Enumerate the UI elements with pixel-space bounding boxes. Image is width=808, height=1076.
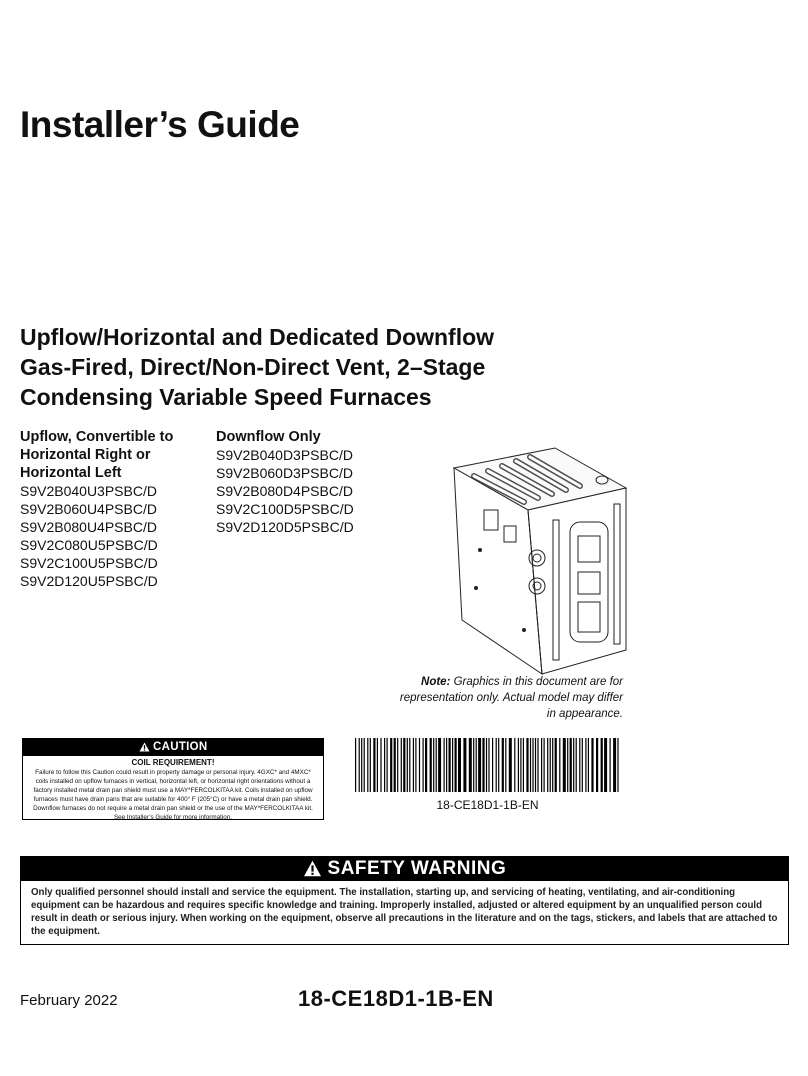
model-number: S9V2D120U5PSBC/D [20, 573, 158, 589]
barcode-bar [579, 738, 580, 792]
barcode-bar [582, 738, 583, 792]
barcode-bar [596, 738, 598, 792]
barcode-bar [355, 738, 356, 792]
barcode-bar [617, 738, 618, 792]
barcode-bar [498, 738, 499, 792]
model-number: S9V2B080U4PSBC/D [20, 519, 157, 535]
barcode-bar [436, 738, 437, 792]
barcode-bar [425, 738, 427, 792]
model-number: S9V2B060U4PSBC/D [20, 501, 157, 517]
barcode-bar [518, 738, 519, 792]
barcode-bar [535, 738, 536, 792]
safety-warning-body: Only qualified personnel should install and service the equipment. The installation, starting up, and servicing of heating, ventilating, and air-conditioning equipment can be hazardous and requires specific knowledge and training. Improperly installed, adjusted or altered equipment by an unqualified person could result in death or serious injury. When working on the equipment, observe all precautions in the literature and on the tags, stickers, and labels that are attached to the equipment. [31, 887, 778, 937]
barcode-bar [403, 738, 405, 792]
barcode-bar [559, 738, 560, 792]
page-title: Installer’s Guide [20, 104, 300, 145]
caution-subheading: COIL REQUIREMENT! [131, 758, 215, 767]
warning-triangle-icon [303, 860, 322, 877]
barcode-bar [476, 738, 477, 792]
model-number: S9V2C100U5PSBC/D [20, 555, 158, 571]
barcode-bar [384, 738, 385, 792]
barcode-bar [576, 738, 577, 792]
product-subtitle [20, 322, 720, 412]
barcode-bar [449, 738, 451, 792]
upflow-heading-line: Horizontal Left [20, 465, 122, 481]
barcode-bar [473, 738, 474, 792]
barcode-bar [482, 738, 484, 792]
barcode-bar [364, 738, 365, 792]
barcode-bar [452, 738, 453, 792]
barcode-bar [514, 738, 515, 792]
upflow-heading-line: Upflow, Convertible to [20, 429, 174, 445]
subtitle-line-2: Gas-Fired, Direct/Non-Direct Vent, 2–Stage [20, 354, 486, 380]
safety-warning-title: SAFETY WARNING [327, 858, 507, 879]
barcode-bar [361, 738, 362, 792]
barcode-bar [591, 738, 593, 792]
barcode-bar [523, 738, 524, 792]
barcode-bar [532, 738, 533, 792]
note-text: Graphics in this document are for representation only. Actual model may differ in appearance. [399, 676, 623, 720]
note-label: Note: [421, 676, 451, 688]
barcode-bar [415, 738, 416, 792]
downflow-model-list [216, 428, 406, 536]
barcode-bar [455, 738, 457, 792]
upflow-model-list [20, 428, 210, 590]
barcode-bar [370, 738, 371, 792]
barcode-bar [541, 738, 542, 792]
barcode-bar [544, 738, 545, 792]
publication-date: February 2022 [20, 992, 118, 1009]
barcode-bar [488, 738, 489, 792]
barcode-bar [601, 738, 603, 792]
model-number: S9V2B040D3PSBC/D [216, 447, 353, 463]
caution-header [23, 739, 323, 756]
barcode-bar [567, 738, 568, 792]
barcode-bar [537, 738, 538, 792]
barcode-bar [390, 738, 392, 792]
barcode-bar [520, 738, 521, 792]
furnace-illustration [440, 440, 640, 680]
document-number: 18-CE18D1-1B-EN [298, 986, 494, 1011]
downflow-heading: Downflow Only [216, 429, 321, 445]
subtitle-line-1: Upflow/Horizontal and Dedicated Downflow [20, 324, 495, 350]
barcode-bar [409, 738, 410, 792]
barcode-bar [552, 738, 553, 792]
barcode-bar [509, 738, 512, 792]
graphics-note [395, 674, 623, 722]
barcode-bar [373, 738, 375, 792]
upflow-heading-line: Horizontal Right or [20, 447, 151, 463]
caution-title: CAUTION [153, 741, 208, 753]
barcode-bar [380, 738, 381, 792]
model-number: S9V2B040U3PSBC/D [20, 483, 157, 499]
safety-warning-header [21, 857, 788, 881]
barcode-text: 18-CE18D1-1B-EN [436, 798, 539, 812]
barcode-bar [407, 738, 408, 792]
barcode-bar [585, 738, 586, 792]
barcode-bar [359, 738, 360, 792]
barcode-bar [588, 738, 589, 792]
warning-triangle-icon [139, 742, 150, 752]
barcode-bar [413, 738, 414, 792]
subtitle-line-3: Condensing Variable Speed Furnaces [20, 384, 432, 410]
barcode-bar [610, 738, 611, 792]
barcode-bar [613, 738, 616, 792]
barcode-bar [570, 738, 572, 792]
barcode-bar [563, 738, 566, 792]
barcode-bar [444, 738, 445, 792]
barcode-bar [550, 738, 551, 792]
barcode-bar [397, 738, 398, 792]
barcode-bar [478, 738, 481, 792]
barcode-bar [469, 738, 472, 792]
model-number: S9V2B060D3PSBC/D [216, 465, 353, 481]
barcode-bar [458, 738, 461, 792]
barcode-bar [496, 738, 497, 792]
barcode-bar [547, 738, 548, 792]
barcode-bar [555, 738, 557, 792]
caution-body: Failure to follow this Caution could result in property damage or personal injury. 4GXC* and 4MXC* coils installed on upflow furnaces in vertical, horizontal left, or horizontal right orientations without a factory installed metal drain pan shield must use a MAY*FERCOLKITAA kit. Coils installed on upflow furnaces must have drain pans that are suitable for 400° F (205°C) or have a metal drain pan shield. Downflow furnaces do not require a metal drain pan shield or the use of the MAY*FERCOLKITAA kit. See Installer’s Guide for more information. [33, 769, 313, 821]
barcode-bar [463, 738, 466, 792]
barcode-bar [502, 738, 504, 792]
model-number: S9V2B080D4PSBC/D [216, 483, 353, 499]
barcode-bar [492, 738, 493, 792]
barcode-bar [438, 738, 441, 792]
model-number: S9V2D120D5PSBC/D [216, 519, 354, 535]
barcode-bar [430, 738, 432, 792]
barcode-bar [604, 738, 607, 792]
barcode-bar [401, 738, 402, 792]
safety-warning-box [20, 856, 789, 945]
barcode-bar [486, 738, 487, 792]
barcode-bar [530, 738, 531, 792]
barcode-bar [423, 738, 424, 792]
barcode-bar [446, 738, 447, 792]
barcode-bar [573, 738, 574, 792]
model-number: S9V2C100D5PSBC/D [216, 501, 354, 517]
barcode [355, 738, 620, 792]
caution-box [22, 738, 324, 820]
barcode-bar [394, 738, 396, 792]
barcode-bar [433, 738, 434, 792]
model-number: S9V2C080U5PSBC/D [20, 537, 158, 553]
barcode-bar [505, 738, 506, 792]
barcode-bar [526, 738, 528, 792]
barcode-bar [367, 738, 368, 792]
barcode-bar [419, 738, 420, 792]
barcode-bar [377, 738, 378, 792]
barcode-bar [387, 738, 388, 792]
